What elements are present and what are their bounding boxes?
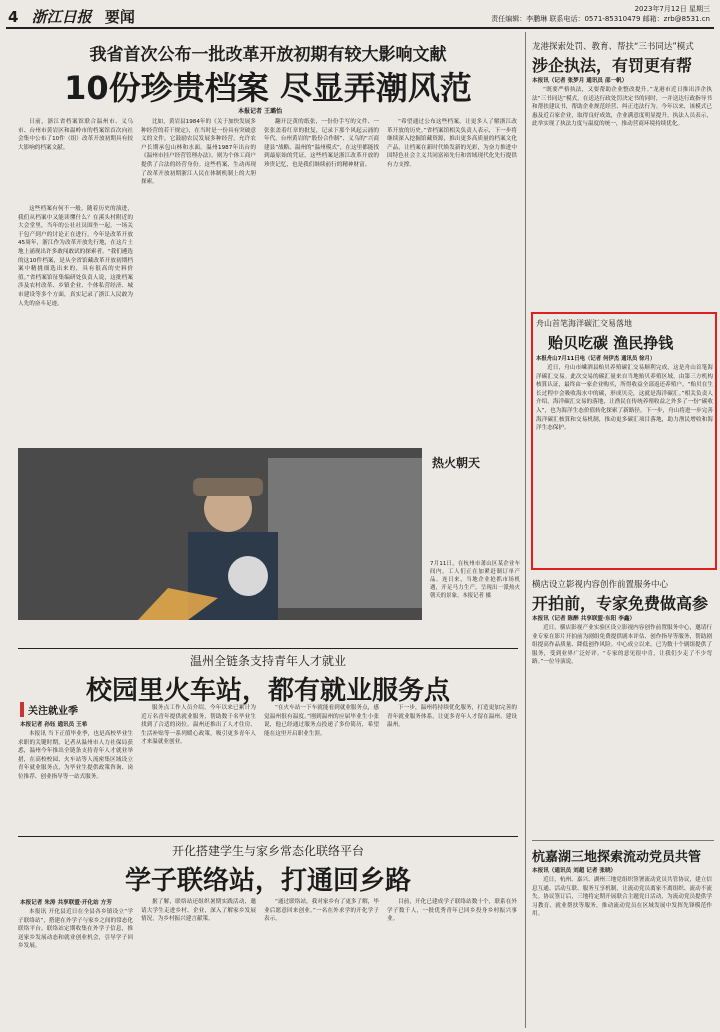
rural-col-2: [141, 898, 256, 1026]
page-header: [8, 6, 135, 27]
rural-col-1-text: 本报讯 开化县近日在全县各乡镇设立“学子联络站”，搭建在外学子与家乡之间的常态化联络平台。联络站定期收集在外学子信息，推送家乡发展动态和就业创业机会，引导学子回乡发展。: [18, 909, 133, 950]
lead-headline: 10份珍贵档案 尽显弄潮风范: [64, 69, 472, 107]
campus-kicker: 温州全链条支持青年人才就业: [189, 654, 346, 668]
right-top-text: [532, 86, 712, 308]
rural-byline: 本报记者 朱涛 共享联盟·开化站 方芳: [20, 900, 112, 906]
campus-col-1: [18, 730, 133, 830]
right-mid-text-content: 近日，横店影视产业实验区设立影视内容创作前置服务中心，邀请行业专家在影片开拍前为剧组免费提供剧本评估、创作指导等服务，帮助剧组提高作品质量、降低创作风险。中心成立以来，已为数十个剧组提供了服务，受到业界广泛好评。“专家的意见很中肯，让我们少走了不少弯路。”一位导演说。: [532, 625, 712, 666]
campus-rule: [18, 648, 518, 649]
right-mid-headline: 开拍前，专家免费做高参: [532, 594, 709, 613]
rural-headline: 学子联络站，打通回乡路: [124, 866, 411, 896]
campus-col-2: [141, 704, 256, 830]
column-divider: [525, 32, 526, 1028]
campus-col-2-text: 服务点工作人员介绍，今年以来已累计为近万名青年提供就业服务，帮助数千名毕业生找到了合适的岗位。温州还推出了人才住房、生活补贴等一系列暖心政策，吸引更多青年人才来温就业创业。: [141, 705, 256, 746]
right-top-byline: 本报讯（记者 张梦月 通讯员 邵一帆）: [532, 78, 628, 84]
rural-kicker: 开化搭建学生与家乡常态化联络平台: [171, 844, 364, 858]
photo-caption: [430, 560, 520, 642]
lead-col-3-text: 翻开泛黄的纸张，一份份手写的文件、一张张盖着红章的批复，记录下那个风起云涌的年代。台州黄岩的“股份合作制”、义乌的“兴商建县”战略、温州的“温州模式”，在这里都能找到最原始的凭证。这些档案是浙江改革开放的珍贵记忆，也是我们继续前行的精神财富。: [264, 119, 379, 168]
photo-label: 热火朝天: [432, 456, 481, 470]
rural-col-1: [18, 908, 133, 1026]
issue-date: 2023年7月12日 星期三: [634, 5, 710, 13]
lead-col-4-text: “希望通过公布这些档案，让更多人了解浙江改革开放的历史。”省档案馆相关负责人表示，下一步将继续深入挖掘馆藏资源，推出更多高质量的档案文化产品，让档案在新时代焕发新的光彩，为奋力推进中国特色社会主义共同富裕先行和省域现代化先行提供有力支撑。: [387, 119, 517, 168]
paper-name: 浙江日报: [31, 8, 92, 26]
lead-col-1: [18, 205, 133, 440]
lead-col-3: [264, 118, 379, 440]
campus-tag: 关注就业季: [20, 702, 78, 717]
lead-intro-text: 日前，浙江省档案馆联合温州市、义乌市、台州市黄岩区和温岭市的档案馆首次向社会集中公布了10件（组）改革开放初期具有较大影响的档案文献。: [18, 119, 133, 151]
campus-col-1-text: 本报讯 当下正值毕业季，也是高校毕业生求职的关键时期。记者从温州市人力社保局获悉，温州今年推出全链条支持青年人才就业举措，在高校校园、火车站等人流密集区域设立青年就业服务点，为毕业生提供政策咨询、岗位推荐、创业指导等一站式服务。: [18, 731, 133, 780]
box-headline: 贻贝吃碳 渔民挣钱: [548, 334, 674, 352]
campus-col-4: [387, 704, 517, 830]
page-info: [491, 4, 710, 24]
rural-col-3-text: “通过联络站，我对家乡有了更多了解，毕业后愿意回来创业。”一名在外求学的开化学子表示。: [264, 899, 379, 923]
campus-byline: 本报记者 孙钰 通讯员 王希: [20, 722, 88, 728]
right-mid-text: [532, 624, 712, 836]
worker-grinding-image: [18, 448, 422, 620]
campus-col-3: [264, 704, 379, 830]
right-mid-byline: 本报讯（记者 陈醉 共享联盟·东阳 李鑫）: [532, 616, 636, 622]
section-name: 要闻: [104, 8, 135, 26]
box-kicker: 舟山首笔海洋碳汇交易落地: [536, 319, 632, 328]
lead-intro: [18, 118, 133, 198]
rural-rule: [18, 836, 518, 837]
lead-col-4: [387, 118, 517, 440]
right-bottom-rule: [532, 840, 714, 841]
rural-col-4-text: 目前，开化已建成学子联络站数十个，联系在外学子数千人，一批优秀青年已回乡投身乡村振兴事业。: [387, 899, 517, 923]
page-number: 4: [8, 8, 19, 26]
editor-info: 责任编辑：李鹏琳 联系电话：0571-85310479 邮箱：zrb@8531.cn: [491, 15, 710, 23]
news-photo: [18, 448, 422, 620]
right-bottom-byline: 本报讯（通讯员 刘超 记者 张晓）: [532, 868, 617, 874]
campus-col-4-text: 下一步，温州将持续优化服务，打造更加完善的青年就业服务体系，让更多青年人才留在温州、建设温州。: [387, 705, 517, 729]
right-bottom-headline: 杭嘉湖三地探索流动党员共管: [532, 850, 702, 865]
right-top-kicker: 龙港探索处罚、教育、帮扶“三书同达”模式: [532, 42, 694, 52]
right-bottom-text: [532, 876, 712, 1026]
header-rule: [6, 27, 714, 29]
box-text-content: 近日，舟山市嵊泗县贻贝养殖碳汇交易顺利完成，这是舟山首笔海洋碳汇交易。此次交易的碳汇量来自当地贻贝养殖区域，由第三方机构核算认证，最终由一家企业购买，所得收益全部返还养殖户。“贻贝在生长过程中会吸收海水中的碳，形成贝壳，这就是海洋碳汇。”相关负责人介绍，海洋碳汇交易的落地，让渔民在传统养殖收益之外多了一份“碳收入”，也为海洋生态价值转化探索了新路径。下一步，舟山将进一步完善海洋碳汇核算和交易机制，推动更多碳汇项目落地，助力渔民增收和海洋生态保护。: [536, 365, 713, 432]
box-byline: 本报舟山7月11日电（记者 何伊杰 通讯员 徐月）: [536, 356, 656, 362]
rural-col-2-text: 据了解，联络站还组织暑期实践活动，邀请大学生走进乡村、企业，深入了解家乡发展情况，为乡村振兴建言献策。: [141, 899, 256, 923]
lead-col-2: [141, 118, 256, 440]
right-bottom-text-content: 近日，杭州、嘉兴、湖州三地党组织签署流动党员共管协议，建立信息互通、活动互联、服务互享机制，让流动党员离家不离组织、流动不流失。协议签订后，三地将定期开展联合主题党日活动，为流动党员提供学习教育、就业帮扶等服务，推动流动党员在区域发展中发挥先锋模范作用。: [532, 877, 712, 918]
campus-headline: 校园里火车站，都有就业服务点: [85, 676, 450, 706]
lead-byline: 本报记者 王璐怡: [238, 108, 283, 115]
right-top-headline: 涉企执法，有罚更有帮: [532, 56, 693, 75]
lead-col-2-text: 比如，黄岩县1984年的《关于加快发展多种经营的若干规定》，在当时是一份具有突破意义的文件，它鼓励农民发展多种经营，允许农户长期承包山林和水面。温州1987年出台的《温州市挂户经营管理办法》，则为个体工商户提供了合法的经营身份。这些档案，生动再现了改革开放初期浙江人民在体制机制上的大胆探索。: [141, 119, 256, 186]
box-text: [536, 364, 713, 564]
right-top-text-content: “既要严格执法，又要帮助企业整改提升。”龙港市近日推出涉企执法“三书同达”模式，在送达行政处罚决定书的同时，一并送达行政指导书和帮扶建议书，帮助企业规范经营、纠正违法行为。今年以来，该模式已惠及近百家企业，取得良好成效，企业满意度明显提升。执法人员表示，此举实现了执法力度与温度的统一，推动营商环境持续优化。: [532, 87, 712, 128]
lead-col-1-text: 这些档案有何不一般，随着历史的演进，我们从档案中又能读懂什么？在溪头村附近的大会堂里，当年的公社社员围坐一起，一场关于包产到户的讨论正在进行。今年是改革开放45周年，浙江作为改革开放先行地，在这片土地上涌现出许多敢闯敢试的探索者。“我们遴选的这10件档案，是从全省馆藏改革开放初期档案中精挑细选出来的，具有很高的史料价值。”省档案馆征集编研处负责人说，这批档案涉及农村改革、乡镇企业、个体私营经济、城市建设等多个方面，真实记录了浙江人民敢为人先的奋斗足迹。: [18, 206, 133, 307]
lead-kicker: 我省首次公布一批改革开放初期有较大影响文献: [89, 45, 447, 65]
right-mid-kicker: 横店设立影视内容创作前置服务中心: [532, 580, 669, 590]
photo-caption-text: 7月11日，在杭州市萧山区某企业车间内，工人们正在加紧赶制订单产品。连日来，当地企业抢抓市场机遇，开足马力生产，呈现出一派热火朝天的景象。本报记者 摄: [430, 561, 520, 599]
campus-col-3-text: “在火车站一下车就能看到就业服务点，感觉温州很有温度。”刚到温州的应届毕业生小张说，他已经通过服务点投递了多份简历，希望能在这里开启职业生涯。: [264, 705, 379, 737]
rural-col-4: [387, 898, 517, 1026]
rural-col-3: [264, 898, 379, 1026]
